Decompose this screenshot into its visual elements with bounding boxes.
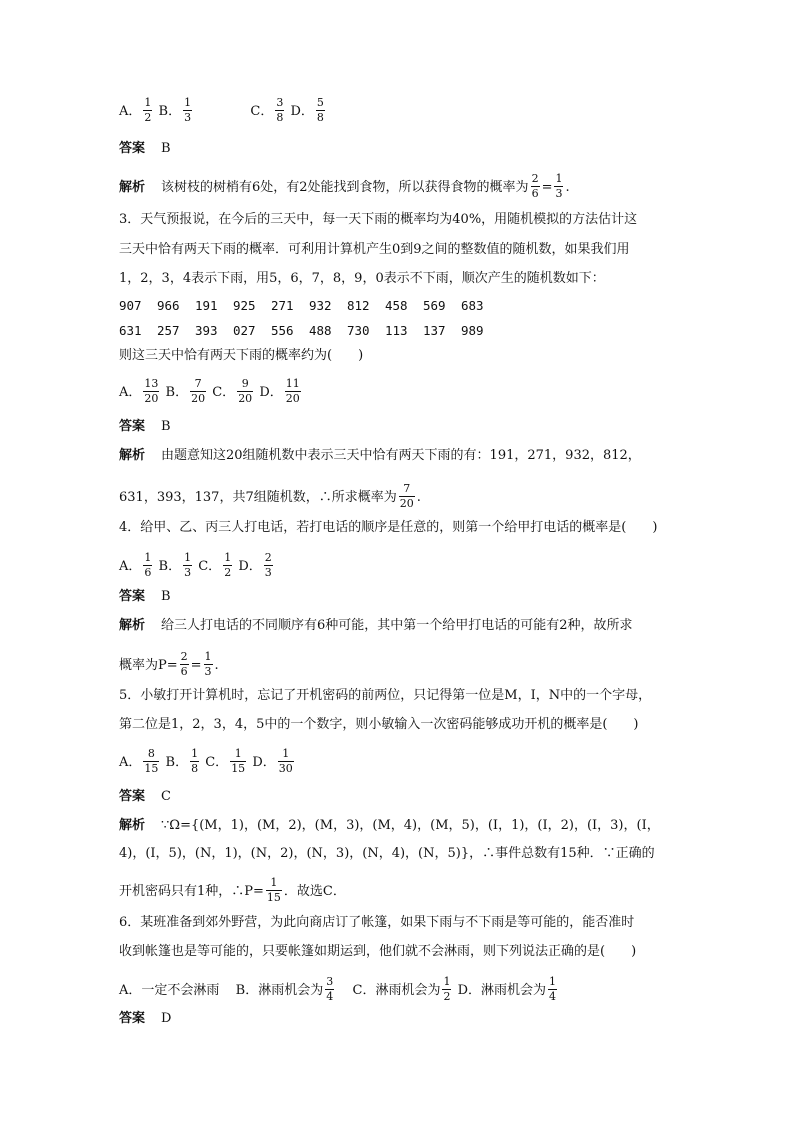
q4-option-a: A． $\frac{1}{6}$ bbox=[119, 551, 152, 579]
q5-explanation-line-2: 4)，(I，5)，(N，1)，(N，2)，(N，3)，(N，4)，(N，5)}，∴事件总数有15种．∵正确的 bbox=[119, 846, 655, 861]
q4-explanation-line-2: 概率为P= $\frac{2}{6}$ = $\frac{1}{3}$ . bbox=[119, 650, 219, 678]
q3-explanation-line-1: 解析 由题意知这20组随机数中表示三天中恰有两天下雨的有：191，271，932，812， bbox=[119, 448, 641, 463]
q6-option-d: D．淋雨机会为 $\frac{1}{4}$ bbox=[457, 975, 557, 1003]
q3-option-c: C． $\frac{9}{20}$ bbox=[212, 377, 253, 405]
q6-option-a: A．一定不会淋雨 bbox=[119, 983, 220, 998]
q4-option-b: B． $\frac{1}{3}$ bbox=[158, 551, 192, 579]
fraction: $\frac{3}{4}$ bbox=[326, 975, 334, 1003]
q5-answer: 答案 C bbox=[119, 789, 171, 804]
q4-option-c: C． $\frac{1}{2}$ bbox=[198, 551, 232, 579]
q2-options bbox=[119, 98, 327, 125]
q3-question: 则这三天中恰有两天下雨的概率约为( ) bbox=[119, 348, 364, 363]
fraction: $\frac{1}{3}$ bbox=[555, 172, 563, 200]
fraction: $\frac{13}{20}$ bbox=[144, 377, 159, 405]
q5-explanation-line-1: 解析 ∵Ω={(M，1)，(M，2)，(M，3)，(M，4)，(M，5)，(I，1)，(I，2)，(I，3)，(I， bbox=[119, 818, 660, 833]
fraction: $\frac{1}{8}$ bbox=[191, 747, 199, 775]
q3-random-numbers-row-2: 631 257 393 027 556 488 730 113 137 989 bbox=[119, 323, 484, 338]
fraction: $\frac{5}{8}$ bbox=[316, 96, 324, 124]
fraction: $\frac{7}{20}$ bbox=[191, 377, 206, 405]
q6-option-c: C．淋雨机会为 $\frac{1}{2}$ bbox=[352, 975, 451, 1003]
fraction: $\frac{1}{2}$ bbox=[144, 96, 152, 124]
q4-stem: 4．给甲、乙、丙三人打电话，若打电话的顺序是任意的，则第一个给甲打电话的概率是( ) bbox=[119, 520, 658, 535]
q5-stem-line-2: 第二位是1，2，3，4，5中的一个数字，则小敏输入一次密码能够成功开机的概率是( ) bbox=[119, 717, 639, 732]
q3-random-numbers-row-1: 907 966 191 925 271 932 812 458 569 683 bbox=[119, 298, 484, 313]
q6-options bbox=[119, 977, 559, 1004]
q3-option-b: B． $\frac{7}{20}$ bbox=[165, 377, 206, 405]
q3-stem-line-1: 3．天气预报说，在今后的三天中，每一天下雨的概率均为40%，用随机模拟的方法估计这 bbox=[119, 212, 638, 227]
fraction: $\frac{8}{15}$ bbox=[144, 747, 159, 775]
q3-stem-line-3: 1，2，3，4表示下雨，用5，6，7，8，9，0表示不下雨，顺次产生的随机数如下： bbox=[119, 271, 605, 286]
fraction: $\frac{1}{3}$ bbox=[204, 650, 212, 678]
q2-option-d: D． $\frac{5}{8}$ bbox=[290, 96, 324, 124]
q2-option-b: B． $\frac{1}{3}$ bbox=[158, 96, 192, 124]
fraction: $\frac{1}{30}$ bbox=[278, 747, 293, 775]
q5-option-b: B． $\frac{1}{8}$ bbox=[165, 747, 199, 775]
q2-option-c: C． $\frac{3}{8}$ bbox=[250, 96, 284, 124]
fraction: $\frac{2}{6}$ bbox=[531, 172, 539, 200]
q2-option-a: A． $\frac{1}{2}$ bbox=[119, 96, 152, 124]
fraction: $\frac{1}{2}$ bbox=[443, 975, 451, 1003]
q2-explanation: 解析 该树枝的树梢有6处，有2处能找到食物，所以获得食物的概率为 $\frac{2}{6}$ = $\frac{1}{3}$ . bbox=[119, 172, 570, 200]
fraction: $\frac{11}{20}$ bbox=[285, 377, 300, 405]
fraction: $\frac{9}{20}$ bbox=[238, 377, 253, 405]
q4-explanation-line-1: 解析 给三人打电话的不同顺序有6种可能，其中第一个给甲打电话的可能有2种，故所求 bbox=[119, 618, 633, 633]
q3-stem-line-2: 三天中恰有两天下雨的概率．可利用计算机产生0到9之间的整数值的随机数，如果我们用 bbox=[119, 242, 630, 257]
q6-answer: 答案 D bbox=[119, 1011, 172, 1026]
q5-option-d: D． $\frac{1}{30}$ bbox=[252, 747, 293, 775]
q3-option-a: A． $\frac{13}{20}$ bbox=[119, 377, 159, 405]
fraction: $\frac{1}{4}$ bbox=[549, 975, 557, 1003]
fraction: $\frac{1}{2}$ bbox=[224, 551, 232, 579]
q5-option-c: C． $\frac{1}{15}$ bbox=[205, 747, 246, 775]
q5-option-a: A． $\frac{8}{15}$ bbox=[119, 747, 159, 775]
q3-explanation-line-2: 631，393，137，共7组随机数，∴所求概率为 $\frac{7}{20}$ . bbox=[119, 482, 421, 510]
q5-stem-line-1: 5．小敏打开计算机时，忘记了开机密码的前两位，只记得第一位是M，I，N中的一个字母， bbox=[119, 688, 652, 703]
q5-explanation-line-3: 开机密码只有1种，∴P= $\frac{1}{15}$ ．故选C． bbox=[119, 876, 346, 904]
fraction: $\frac{7}{20}$ bbox=[399, 482, 414, 510]
fraction: $\frac{1}{6}$ bbox=[144, 551, 152, 579]
fraction: $\frac{3}{8}$ bbox=[276, 96, 284, 124]
fraction: $\frac{1}{15}$ bbox=[266, 876, 281, 904]
q3-option-d: D． $\frac{11}{20}$ bbox=[259, 377, 300, 405]
fraction: $\frac{1}{3}$ bbox=[184, 551, 192, 579]
q4-option-d: D． $\frac{2}{3}$ bbox=[238, 551, 272, 579]
q3-options bbox=[119, 379, 303, 406]
q4-options bbox=[119, 553, 275, 580]
fraction: $\frac{1}{15}$ bbox=[231, 747, 246, 775]
fraction: $\frac{1}{3}$ bbox=[184, 96, 192, 124]
q5-options bbox=[119, 749, 296, 776]
fraction: $\frac{2}{3}$ bbox=[264, 551, 272, 579]
q6-stem-line-1: 6．某班准备到郊外野营，为此向商店订了帐篷，如果下雨与不下雨是等可能的，能否准时 bbox=[119, 915, 635, 930]
q6-option-b: B．淋雨机会为 $\frac{3}{4}$ bbox=[235, 975, 334, 1003]
fraction: $\frac{2}{6}$ bbox=[180, 650, 188, 678]
q6-stem-line-2: 收到帐篷也是等可能的，只要帐篷如期运到，他们就不会淋雨，则下列说法正确的是( ) bbox=[119, 944, 637, 959]
q2-answer: 答案 B bbox=[119, 141, 171, 156]
q4-answer: 答案 B bbox=[119, 589, 171, 604]
q3-answer: 答案 B bbox=[119, 419, 171, 434]
